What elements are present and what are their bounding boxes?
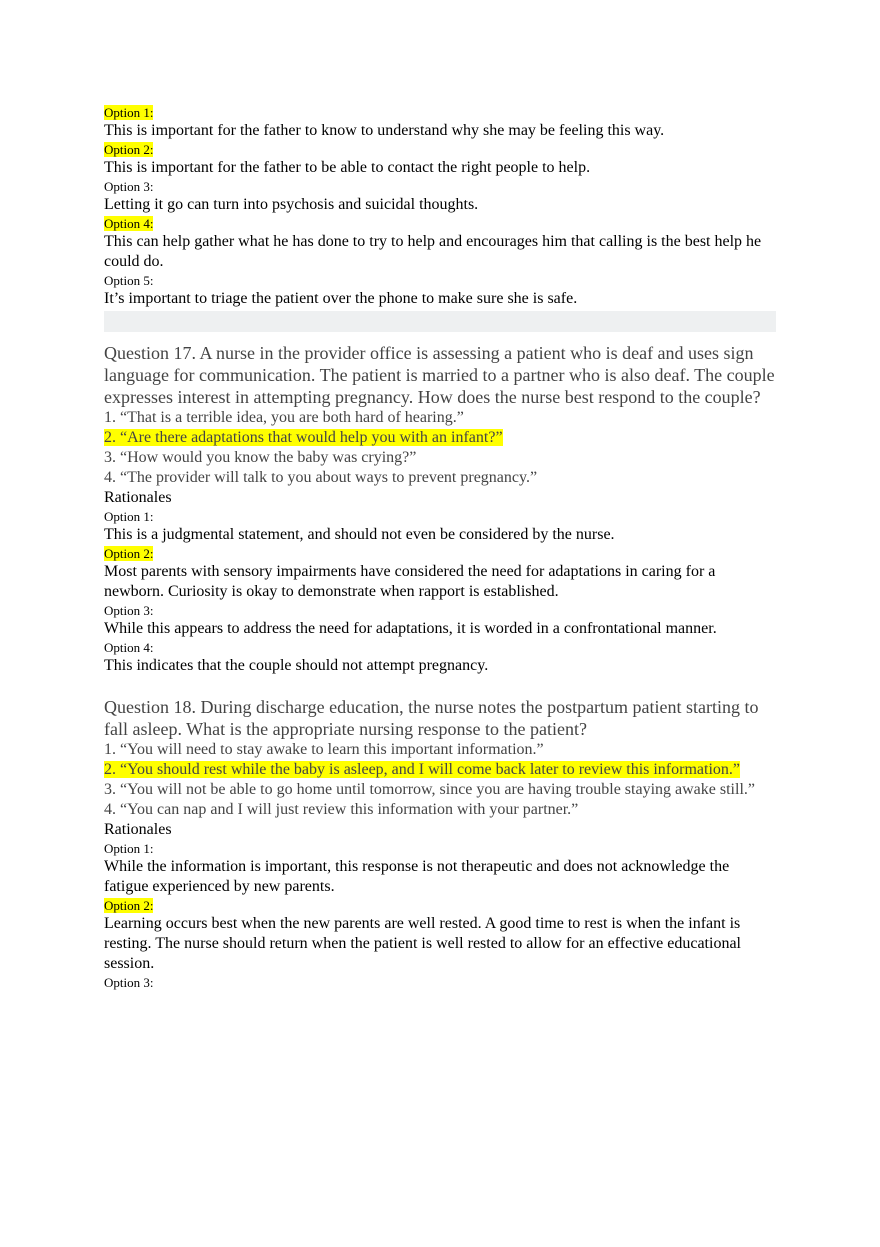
answer-option: 3. “How would you know the baby was crying?” [104, 449, 417, 466]
question-18 [104, 696, 776, 991]
rationale-label: Option 2: [104, 142, 154, 157]
top-rationales [104, 104, 776, 309]
rationale-text: Letting it go can turn into psychosis and suicidal thoughts. [104, 196, 479, 213]
answer-option: 1. “That is a terrible idea, you are both hard of hearing.” [104, 409, 464, 426]
rationale-text: This is important for the father to know to understand why she may be feeling this way. [104, 122, 665, 139]
rationales-heading: Rationales [104, 821, 172, 838]
rationale-label: Option 2: [104, 546, 154, 561]
rationale-label: Option 1: [104, 105, 154, 120]
rationale-label: Option 1: [104, 841, 154, 856]
rationale-text: Most parents with sensory impairments have considered the need for adaptations in caring for a newborn. Curiosity is okay to demonstrate when rapport is established. [104, 563, 716, 600]
rationales-heading: Rationales [104, 489, 172, 506]
rationale-label: Option 2: [104, 898, 154, 913]
question-17 [104, 342, 776, 676]
rationale-label: Option 5: [104, 273, 154, 288]
answer-option-correct: 2. “Are there adaptations that would help you with an infant?” [104, 429, 503, 446]
rationale-text: While this appears to address the need for adaptations, it is worded in a confrontational manner. [104, 620, 717, 637]
rationale-text: This is a judgmental statement, and should not even be considered by the nurse. [104, 526, 615, 543]
answer-option: 3. “You will not be able to go home until tomorrow, since you are having trouble staying awake still.” [104, 781, 755, 798]
question-text: Question 18. During discharge education, the nurse notes the postpartum patient starting to fall asleep. What is the appropriate nursing response to the patient? [104, 697, 759, 739]
answer-option: 1. “You will need to stay awake to learn this important information.” [104, 741, 544, 758]
rationale-label: Option 3: [104, 975, 154, 990]
answer-option: 4. “You can nap and I will just review this information with your partner.” [104, 801, 579, 818]
rationale-label: Option 1: [104, 509, 154, 524]
rationale-label: Option 3: [104, 179, 154, 194]
rationale-label: Option 4: [104, 216, 154, 231]
rationale-text: This can help gather what he has done to try to help and encourages him that calling is the best help he could do. [104, 233, 762, 270]
document-page [104, 104, 776, 991]
question-text: Question 17. A nurse in the provider office is assessing a patient who is deaf and uses sign language for communication. The patient is married to a partner who is also deaf. The couple expresses interest in attempting pregnancy. How does the nurse best respond to the couple? [104, 343, 775, 407]
separator-band [104, 311, 776, 332]
rationale-text: Learning occurs best when the new parents are well rested. A good time to rest is when the infant is resting. The nurse should return when the patient is well rested to allow for an effective educational session. [104, 915, 741, 972]
rationale-label: Option 3: [104, 603, 154, 618]
rationale-text: This is important for the father to be able to contact the right people to help. [104, 159, 591, 176]
rationale-text: While the information is important, this response is not therapeutic and does not acknowledge the fatigue experienced by new parents. [104, 858, 730, 895]
spacer [104, 676, 776, 696]
answer-option: 4. “The provider will talk to you about ways to prevent pregnancy.” [104, 469, 538, 486]
answer-option-correct: 2. “You should rest while the baby is asleep, and I will come back later to review this information.” [104, 761, 740, 778]
rationale-label: Option 4: [104, 640, 154, 655]
rationale-text: This indicates that the couple should not attempt pregnancy. [104, 657, 489, 674]
rationale-text: It’s important to triage the patient over the phone to make sure she is safe. [104, 290, 578, 307]
